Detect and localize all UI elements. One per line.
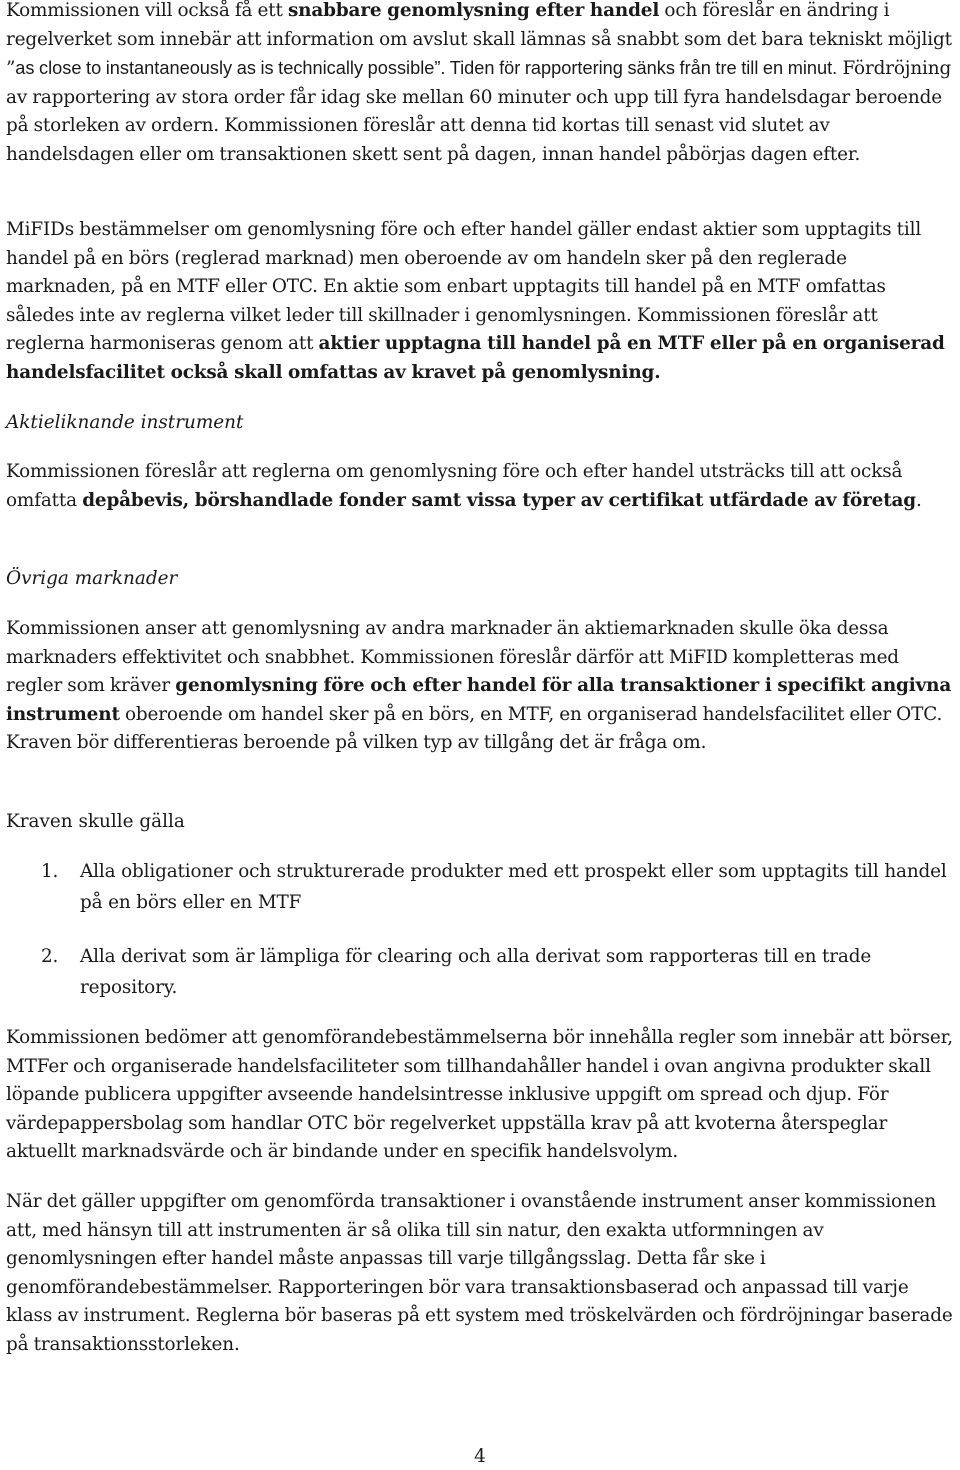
text-run: Kommissionen föreslår att reglerna om genomlysning före och efter handel utsträcks till att också omfatta xyxy=(6,461,903,511)
list-item-number: 2. xyxy=(41,946,59,967)
text-run: MiFIDs bestämmelser om genomlysning före och efter handel gäller endast aktier som upptagits till handel på en börs (reglerad marknad) men oberoende av om handeln sker på den reglerade marknaden, på en MTF eller OTC. En aktie som enbart upptagits till handel på en MTF omfattas således inte av reglerna vilket leder till skillnader i genomlysningen. Kommissionen föreslår att reglerna harmoniseras genom att xyxy=(6,219,922,354)
page-number: 4 xyxy=(474,1446,486,1467)
paragraph-implementing-measures: Kommissionen bedömer att genomförandebestämmelserna bör innehålla regler som innebär att börser, MTFer och organiserade handelsfaciliteter som tillhandahåller handel i ovan angivna produkter skall löpande publicera uppgifter avseende handelsintresse inklusive uppgift om spread och djup. För värdepappersbolag som handlar OTC bör regelverket uppställa krav på att kvoterna återspeglar aktuellt marknadsvärde och är bindande under en specifik handelsvolym. xyxy=(6,1027,953,1162)
text-run: Kommissionen anser att genomlysning av andra marknader än aktiemarknaden skulle öka dessa marknaders effektivitet och snabbhet. Kommissionen föreslår därför att MiFID kompletteras med regler som kräver xyxy=(6,618,899,696)
requirements-list xyxy=(6,856,956,1003)
section-heading-other-markets: Övriga marknader xyxy=(6,568,178,589)
bold-text: depåbevis, börshandlade fonder samt vissa typer av certifikat utfärdade av företag xyxy=(82,489,917,511)
text-run: ”. Tiden för rapportering sänks från tre till en minut. xyxy=(434,58,838,78)
text-run: och föreslår en ändring i regelverket som innebär att information om avslut skall lämnas så snabbt som det bara tekniskt möjligt ” xyxy=(6,0,952,79)
list-item-text: Alla obligationer och strukturerade produkter med ett prospekt eller som upptagits till handel på en börs eller en MTF xyxy=(80,861,947,913)
list-item xyxy=(6,856,956,918)
paragraph-executed-transactions: När det gäller uppgifter om genomförda transaktioner i ovanstående instrument anser kommissionen att, med hänsyn till att instrumenten är så olika till sin natur, den exakta utformningen av genomlysningen efter handel måste anpassas till varje tillgångsslag. Detta får ske i genomförandebestämmelser. Rapporteringen bör vara transaktionsbaserad och anpassad till varje klass av instrument. Reglerna bör baseras på ett system med tröskelvärden och fördröjningar baserade på transaktionsstorleken. xyxy=(6,1191,953,1355)
paragraph-post-trade-transparency xyxy=(6,0,956,169)
text-run: Kommissionen vill också få ett xyxy=(6,0,288,21)
paragraph-other-markets xyxy=(6,615,956,758)
list-item xyxy=(6,941,956,1003)
text-run: Fördröjning av rapportering av stora order får idag ske mellan 60 minuter och upp till fyra handelsdagar beroende på storleken av ordern. Kommissionen föreslår att denna tid kortas till senast vid slutet av handelsdagen eller om transaktionen skett sent på dagen, innan handel påbörjas dagen efter. xyxy=(6,58,952,165)
bold-text: aktier upptagna till handel på en MTF eller på en organiserad handelsfacilitet också skall omfattas av kravet på genomlysning. xyxy=(6,333,945,383)
paragraph-mifid-rules xyxy=(6,216,956,387)
bold-text: snabbare genomlysning efter handel xyxy=(287,0,660,21)
section-heading-share-like-instruments: Aktieliknande instrument xyxy=(6,412,244,433)
bold-text: genomlysning före och efter handel för alla transaktioner i specifikt angivna instrument xyxy=(6,675,952,725)
paragraph-requirements-intro: Kraven skulle gälla xyxy=(6,811,185,832)
quoted-english-phrase: as close to instantaneously as is technically possible xyxy=(15,58,435,78)
list-item-text: Alla derivat som är lämpliga för clearing och alla derivat som rapporteras till en trade repository. xyxy=(80,946,872,998)
text-run: . xyxy=(916,489,922,511)
text-run: oberoende om handel sker på en börs, en MTF, en organiserad handelsfacilitet eller OTC. Kraven bör differentieras beroende på vilken typ av tillgång det är fråga om. xyxy=(6,703,943,753)
paragraph-share-like-instruments xyxy=(6,458,956,515)
list-item-number: 1. xyxy=(41,861,59,882)
